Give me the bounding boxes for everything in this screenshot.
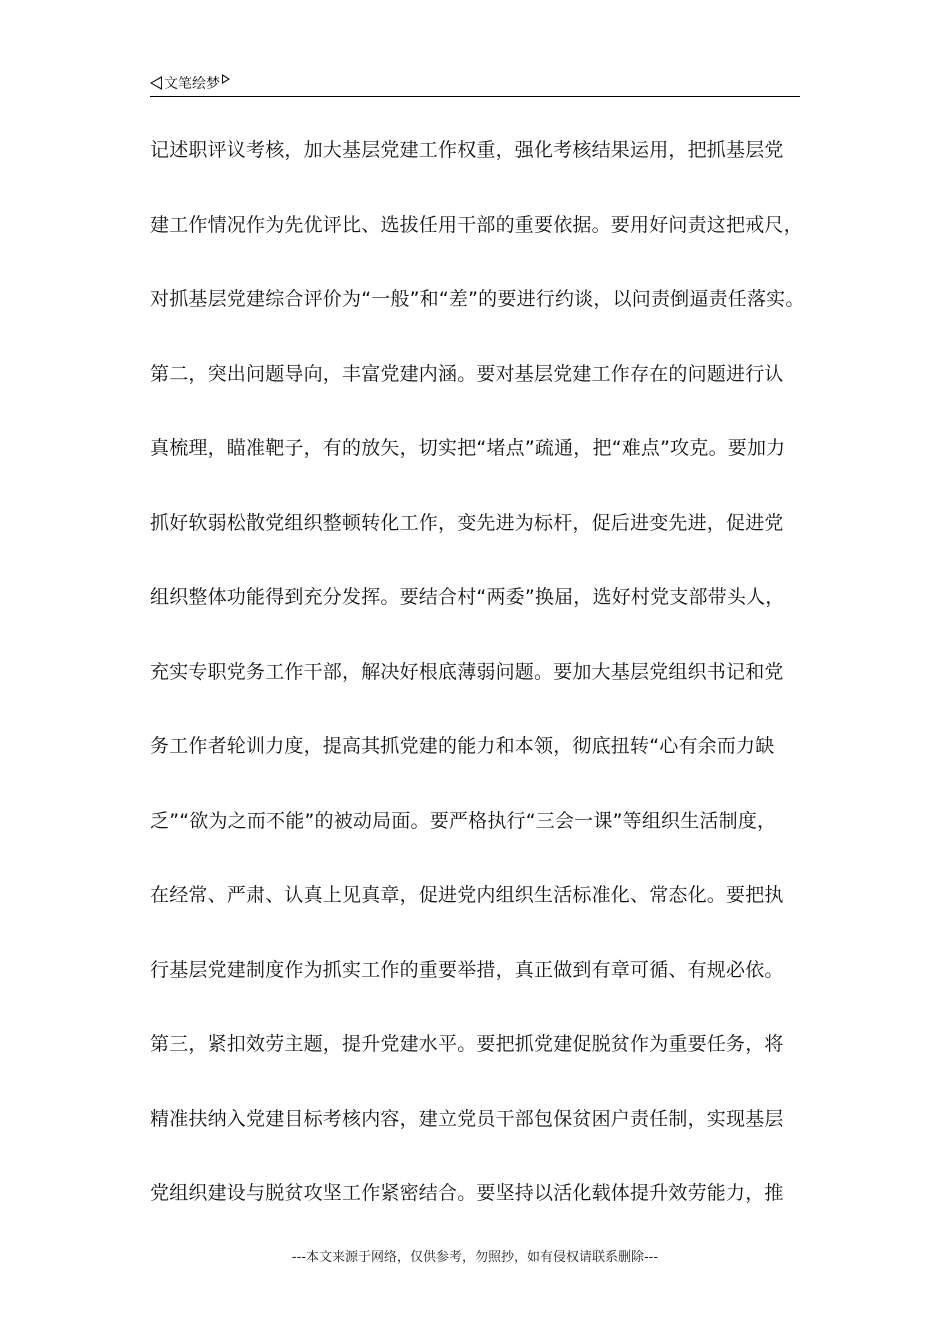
body-line: 在经常、严肃、认真上见真章，促进党内组织生活标准化、常态化。要把执 [150, 884, 784, 906]
body-line: 组织整体功能得到充分发挥。要结合村“两委”换届，选好村党支部带头人， [150, 586, 785, 608]
body-line: 行基层党建制度作为抓实工作的重要举措，真正做到有章可循、有规必依。 [150, 958, 784, 981]
triangle-left-icon [150, 76, 162, 90]
footer-notice: ---本文来源于网络，仅供参考，勿照抄，如有侵权请联系删除--- [291, 1250, 659, 1265]
body-line: 务工作者轮训力度，提高其抓党建的能力和本领，彻底扭转“心有余而力缺 [150, 735, 775, 757]
body-line: 抓好软弱松散党组织整顿转化工作，变先进为标杆，促后进变先进，促进党 [150, 511, 784, 534]
body-line: 乏”“欲为之而不能”的被动局面。要严格执行“三会一课”等组织生活制度， [150, 809, 777, 832]
body-line: 第三，紧扣效劳主题，提升党建水平。要把抓党建促脱贫作为重要任务，将 [150, 1033, 784, 1055]
body-line: 充实专职党务工作干部，解决好根底薄弱问题。要加大基层党组织书记和党 [150, 660, 784, 683]
body-line: 第二，突出问题导向，丰富党建内涵。要对基层党建工作存在的问题进行认 [150, 362, 784, 385]
body-line: 记述职评议考核，加大基层党建工作权重，强化考核结果运用，把抓基层党 [150, 139, 784, 161]
body-line: 对抓基层党建综合评价为“一般”和“差”的要进行约谈，以问责倒逼责任落实。 [150, 288, 805, 310]
body-line: 建工作情况作为先优评比、选拔任用干部的重要依据。要用好问责这把戒尺， [150, 213, 803, 236]
body-line: 真梳理，瞄准靶子，有的放矢，切实把“堵点”疏通，把“难点”攻克。要加力 [150, 437, 786, 459]
document-body [150, 134, 830, 1252]
header-title: 文笔绘梦 [164, 76, 220, 92]
body-line: 党组织建设与脱贫攻坚工作紧密结合。要坚持以活化载体提升效劳能力，推 [150, 1182, 784, 1204]
body-line: 精准扶纳入党建目标考核内容，建立党员干部包保贫困户责任制，实现基层 [150, 1107, 784, 1130]
page-header [150, 74, 800, 97]
triangle-right-icon [222, 74, 230, 84]
